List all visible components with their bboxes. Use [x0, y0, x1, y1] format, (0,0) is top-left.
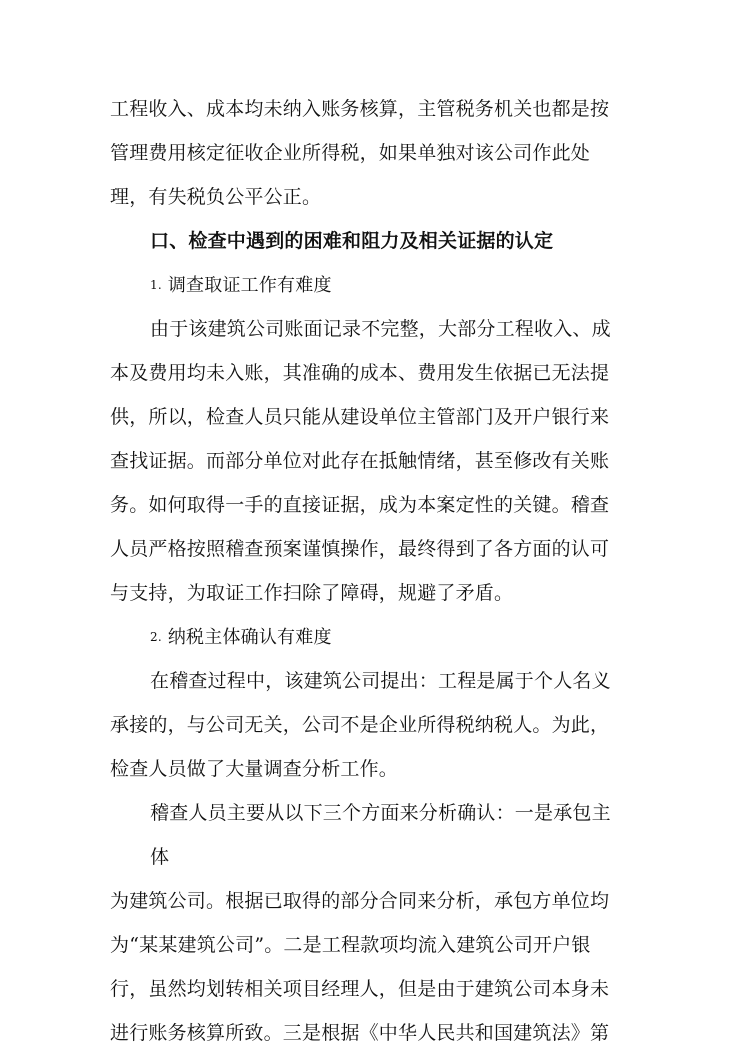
- subheading-2: [150, 624, 332, 651]
- paragraph-line: 进行账务核算所致。三是根据《中华人民共和国建筑法》第: [110, 1022, 610, 1044]
- paragraph-line: 理，有失税负公平公正。: [110, 186, 322, 208]
- subheading-number: 1.: [150, 278, 162, 292]
- paragraph-line: 与支持，为取证工作扫除了障碍，规避了矛盾。: [110, 582, 514, 604]
- paragraph-line: 工程收入、成本均未纳入账务核算，主管税务机关也都是按: [110, 98, 610, 120]
- paragraph-line: 供，所以，检查人员只能从建设单位主管部门及开户银行来: [110, 406, 610, 428]
- paragraph-line: 本及费用均未入账，其准确的成本、费用发生依据已无法提: [110, 362, 610, 384]
- paragraph-line: 承接的，与公司无关，公司不是企业所得税纳税人。为此，: [110, 714, 610, 736]
- subheading-number: 2.: [150, 630, 162, 644]
- paragraph-line: 由于该建筑公司账面记录不完整，大部分工程收入、成: [150, 318, 611, 340]
- paragraph-line: 检查人员做了大量调查分析工作。: [110, 758, 399, 780]
- paragraph-line: 查找证据。而部分单位对此存在抵触情绪，甚至修改有关账: [110, 450, 610, 472]
- paragraph-line: 为“某某建筑公司”。二是工程款项均流入建筑公司开户银: [110, 934, 591, 956]
- paragraph-line: 稽查人员主要从以下三个方面来分析确认：一是承包主: [150, 802, 611, 824]
- subheading-1: [150, 272, 332, 299]
- section-heading: 口、检查中遇到的困难和阻力及相关证据的认定: [150, 230, 554, 252]
- paragraph-line: 为建筑公司。根据已取得的部分合同来分析，承包方单位均: [110, 890, 610, 912]
- paragraph-line: 在稽查过程中，该建筑公司提出：工程是属于个人名义: [150, 670, 611, 692]
- paragraph-line: 管理费用核定征收企业所得税，如果单独对该公司作此处: [110, 142, 591, 164]
- paragraph-line: 行，虽然均划转相关项目经理人，但是由于建筑公司本身未: [110, 978, 610, 1000]
- subheading-text: 纳税主体确认有难度: [167, 627, 332, 648]
- paragraph-line: 体: [150, 846, 170, 868]
- paragraph-line: 务。如何取得一手的直接证据，成为本案定性的关键。稽查: [110, 494, 610, 516]
- subheading-text: 调查取证工作有难度: [167, 275, 332, 296]
- paragraph-line: 人员严格按照稽查预案谨慎操作，最终得到了各方面的认可: [110, 538, 610, 560]
